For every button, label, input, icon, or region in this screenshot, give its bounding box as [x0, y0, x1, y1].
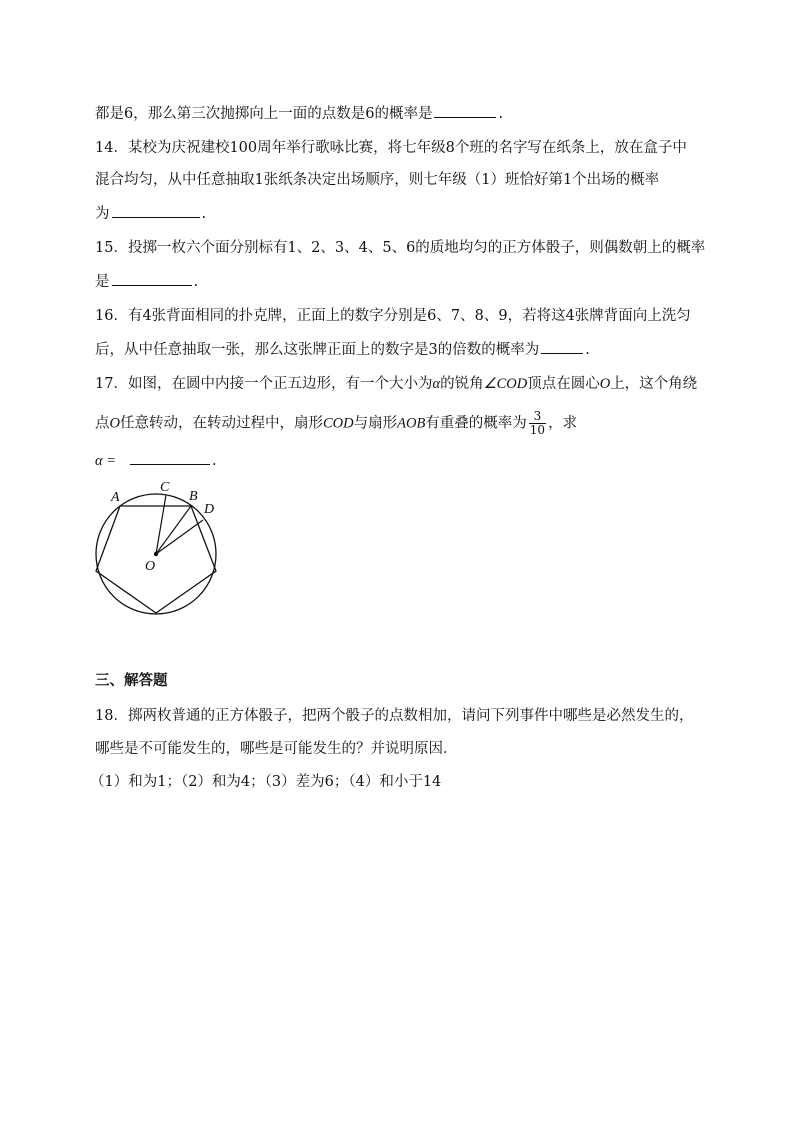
q13-text: 都是6，那么第三次抛掷向上一面的点数是6的概率是	[95, 106, 433, 122]
q15-line-1: 15．投掷一枚六个面分别标有1、2、3、4、5、6的质地均匀的正方体骰子，则偶数朝上的概率	[95, 240, 706, 256]
q17-line-1: 17．如图，在圆中内接一个正五边形，有一个大小为α的锐角∠COD顶点在圆心O上，这个角绕	[95, 376, 698, 392]
q17-answer-blank[interactable]	[130, 450, 210, 465]
label-o: O	[145, 559, 156, 574]
probability-fraction: $\frac{3}{10}$	[529, 409, 546, 437]
q18-line-2: 哪些是不可能发生的，哪些是可能发生的？并说明原因．	[95, 741, 458, 757]
label-c: C	[160, 480, 170, 495]
label-d: D	[204, 502, 215, 517]
ray-od	[156, 520, 203, 554]
q13-line: 都是6，那么第三次抛掷向上一面的点数是6的概率是 .	[95, 103, 503, 124]
ray-ob	[156, 506, 191, 554]
q16-line-2: 后，从中任意抽取一张，那么这张牌正面上的数字是3的倍数的概率为 .	[95, 339, 590, 360]
q17-line-2: 点O任意转动，在转动过程中，扇形COD与扇形AOB有重叠的概率为 $\frac{3}{10}$ ，求	[95, 409, 578, 437]
q14-line-3: 为 .	[95, 203, 206, 224]
center-point-o	[154, 552, 158, 556]
q17-line-3: α = .	[95, 450, 217, 471]
q16-answer-blank[interactable]	[541, 339, 583, 354]
q15-answer-blank[interactable]	[112, 271, 192, 286]
label-a: A	[111, 490, 120, 505]
q13-answer-blank[interactable]	[434, 103, 496, 118]
q18-line-1: 18．掷两枚普通的正方体骰子，把两个骰子的点数相加，请问下列事件中哪些是必然发生的，	[95, 708, 694, 724]
q15-line-2: 是 .	[95, 271, 198, 292]
q16-line-1: 16．有4张背面相同的扑克牌，正面上的数字分别是6、7、8、9，若将这4张牌背面向上洗匀	[95, 308, 691, 324]
q14-answer-blank[interactable]	[112, 203, 200, 218]
section-3-title: 三、解答题	[95, 673, 168, 689]
q14-line-1: 14．某校为庆祝建校100周年举行歌咏比赛，将七年级8个班的名字写在纸条上，放在盒子中	[95, 140, 687, 156]
pentagon-circle-figure	[85, 475, 235, 625]
ray-oc	[156, 495, 166, 554]
q18-line-3: （1）和为1；（2）和为4；（3）差为6；（4）和小于14	[90, 774, 442, 790]
q14-line-2: 混合均匀，从中任意抽取1张纸条决定出场顺序，则七年级（1）班恰好第1个出场的概率	[95, 172, 660, 188]
label-b: B	[189, 489, 198, 504]
